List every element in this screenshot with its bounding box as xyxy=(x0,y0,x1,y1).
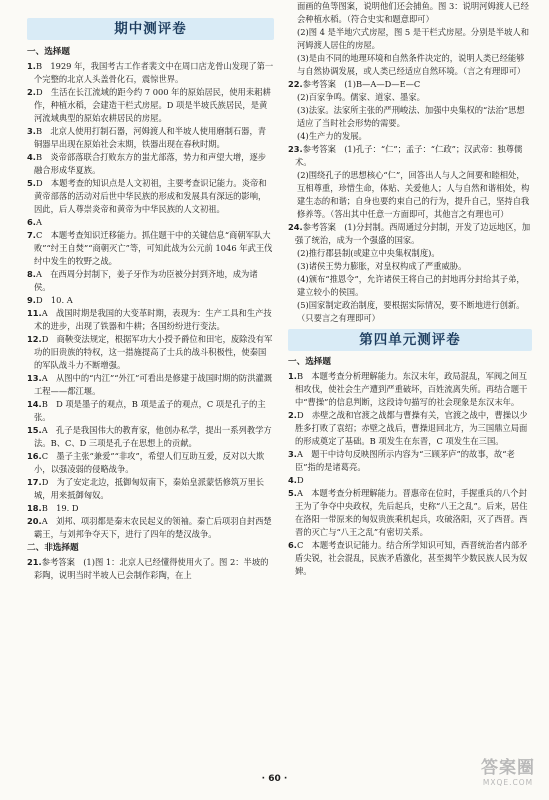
section-heading-choice: 一、选择题 xyxy=(27,47,70,57)
answer-item: 24.参考答案 (1)分封制。西周通过分封制，开发了边远地区，加强了统治，成为一个强盛的国家。 xyxy=(288,222,531,245)
answer-continuation: (4)生产力的发展。 xyxy=(297,131,367,141)
section-heading-nonchoice: 二、非选择题 xyxy=(27,543,79,553)
answer-item: 9.D 10. A xyxy=(27,295,73,305)
watermark-logo xyxy=(473,758,543,794)
answer-continuation: (4)颁布“推恩令”，允许诸侯王将自己的封地再分封给其子弟，建立较小的侯国。 xyxy=(297,274,525,297)
answer-item: 12.D 商鞅变法规定，根据军功大小授予爵位和田宅，废除没有军功的旧贵族的特权，这一措施提高了士兵的战斗积极性，使秦国的军队战斗力不断增强。 xyxy=(27,334,273,370)
answer-item: 1.B 本题考查分析理解能力。东汉末年，政局混乱，军阀之间互相攻伐，使社会生产遭到严重破坏，百姓流离失所。再结合题干中“曹操”的信息判断，这段诗句描写的社会现象是东汉末年。 xyxy=(288,371,528,407)
unit4-title: 第四单元测评卷 xyxy=(359,331,461,348)
answer-continuation: (2)百家争鸣。儒家、道家、墨家。 xyxy=(297,92,425,102)
right-column xyxy=(288,0,532,578)
midterm-title-bar xyxy=(27,18,274,40)
answer-item: 20.A 刘邦、项羽都是秦末农民起义的领袖。秦亡后项羽自封西楚霸王，与刘邦争夺天下，进行了四年的楚汉战争。 xyxy=(27,516,272,539)
answer-item: 16.C 墨子主张“兼爱”“非攻”，希望人们互助互爱，反对以大欺小，以强凌弱的侵略战争。 xyxy=(27,451,265,474)
answer-item: 18.B 19. D xyxy=(27,503,79,513)
answer-continuation: (2)围绕孔子的思想核心“仁”，回答出人与人之间要和睦相处，互相尊重，珍惜生命，体贴、关爱他人；人与自然和谐相处，构建生态的和谐；自身也要约束自己的行为，提升自己，坚持自我修养等。（答出其中任意一方面即可，其他言之有理也可） xyxy=(297,170,530,219)
answer-item: 15.A 孔子是我国伟大的教育家，他创办私学，提出一系列教学方法。B、C、D 三项是孔子在思想上的贡献。 xyxy=(27,425,272,448)
answer-item: 3.A 题干中诗句反映图所示内容为“三顾茅庐”的故事，故“老臣”指的是诸葛亮。 xyxy=(288,449,515,472)
answer-item: 6.A xyxy=(27,217,42,227)
page-number: · 60 · xyxy=(261,774,288,784)
section-heading-choice: 一、选择题 xyxy=(288,357,331,367)
answer-item: 14.B D 项是墨子的观点，B 项是孟子的观点，C 项是孔子的主张。 xyxy=(27,399,266,422)
watermark-sub: MXQE.COM xyxy=(482,778,534,787)
answer-item: 2.D 赤壁之战和官渡之战都与曹操有关，官渡之战中，曹操以少胜多打败了袁绍；赤壁之战后，曹操退回北方，为三国鼎立局面的形成奠定了基础。B 项发生在东晋，C 项发生在三国。 xyxy=(288,410,528,446)
answer-item: 21.参考答案 (1)图 1：北京人已经懂得使用火了。图 2：半坡的彩陶，说明当时半坡人已会制作彩陶，在上 xyxy=(27,557,269,580)
answer-item: 2.D 生活在长江流域的距今约 7 000 年的原始居民，使用耒耜耕作，种植水稻，会建造干栏式房屋。D 项是半坡氏族居民，是黄河流域典型的原始农耕居民的房屋。 xyxy=(27,87,271,123)
answer-continuation: (3)是由不同的地理环境和自然条件决定的，说明人类已经能够与自然协调发展，或人类已经适应自然环境。（言之有理即可） xyxy=(297,53,526,76)
answer-item: 7.C 本题考查知识迁移能力。抓住题干中的关键信息“商朝军队大败”“纣王自焚”“商朝灭亡”等，可知此战为公元前 1046 年武王伐纣中发生的牧野之战。 xyxy=(27,230,273,266)
answer-continuation: (2)图 4 是半地穴式房屋，图 5 是干栏式房屋。分别是半坡人和河姆渡人居住的房屋。 xyxy=(297,27,529,50)
answer-item: 4.B 炎帝部落联合打败东方的蚩尤部落，势力和声望大增，逐步融合形成华夏族。 xyxy=(27,152,267,175)
answer-continuation: 面画的鱼等图案，说明他们还会捕鱼。图 3：说明河姆渡人已经会种植水稻。（符合史实和题意即可） xyxy=(297,1,529,24)
answer-item: 17.D 为了安定北边，抵御匈奴南下，秦始皇派蒙恬修筑万里长城，用来抵御匈奴。 xyxy=(27,477,265,500)
midterm-title: 期中测评卷 xyxy=(114,20,187,37)
answer-item: 11.A 战国时期是我国的大变革时期，表现为：生产工具和生产技术的进步，出现了铁器和牛耕；各国纷纷进行变法。 xyxy=(27,308,272,331)
answer-item: 13.A 从图中的“内江”“外江”可看出是修建于战国时期的防洪灌溉工程——都江堰。 xyxy=(27,373,273,396)
unit4-title-bar xyxy=(288,329,532,351)
answer-item: 1.B 1929 年，我国考古工作者裴文中在周口店龙骨山发现了第一个完整的北京人头盖骨化石，震惊世界。 xyxy=(27,61,274,84)
answer-item: 22.参考答案 (1)B—A—D—E—C xyxy=(288,79,421,89)
left-column xyxy=(27,0,274,582)
answer-item: 6.C 本题考查识记能力。结合所学知识可知，西晋统治者内部矛盾尖锐，社会混乱，民族矛盾激化，甚至揭竿少数民族人民为奴婢。 xyxy=(288,540,528,576)
answer-continuation: (5)国家制定政治制度，要根据实际情况，要不断地进行创新。（只要言之有理即可） xyxy=(297,300,525,323)
answer-continuation: (3)法家。法家所主张的严刑峻法、加强中央集权的“法治”思想适应了当时社会形势的需要。 xyxy=(297,105,525,128)
answer-item: 5.A 本题考查分析理解能力。晋惠帝在位时，手握重兵的八个封王为了争夺中央政权，先后起兵，史称“八王之乱”。后来，居住在洛阳一带原来的匈奴贵族乘机起兵，攻破洛阳，灭了西晋。西晋的灭亡与“八王之乱”有密切关系。 xyxy=(288,488,528,537)
answer-item: 23.参考答案 (1)孔子：“仁”；孟子：“仁政”；汉武帝：独尊儒术。 xyxy=(288,144,523,167)
answer-item: 4.D xyxy=(288,475,304,485)
answer-item: 3.B 北京人使用打制石器，河姆渡人和半坡人使用磨制石器，青铜器早出现在原始社会末期，铁器出现在春秋时期。 xyxy=(27,126,267,149)
watermark-main: 答案圈 xyxy=(481,758,535,778)
answer-continuation: (3)诸侯王势力膨胀，对皇权构成了严重威胁。 xyxy=(297,261,467,271)
answer-continuation: (2)推行郡县制(或建立中央集权制度)。 xyxy=(297,248,440,258)
answer-item: 8.A 在西周分封制下，姜子牙作为功臣被分封到齐地，成为诸侯。 xyxy=(27,269,258,292)
answer-item: 5.D 本题考查的知识点是人文初祖，主要考查识记能力。炎帝和黄帝部落的活动对后世中华民族的形成和发展具有深远的影响，因此，后人尊崇炎帝和黄帝为中华民族的人文初祖。 xyxy=(27,178,267,214)
